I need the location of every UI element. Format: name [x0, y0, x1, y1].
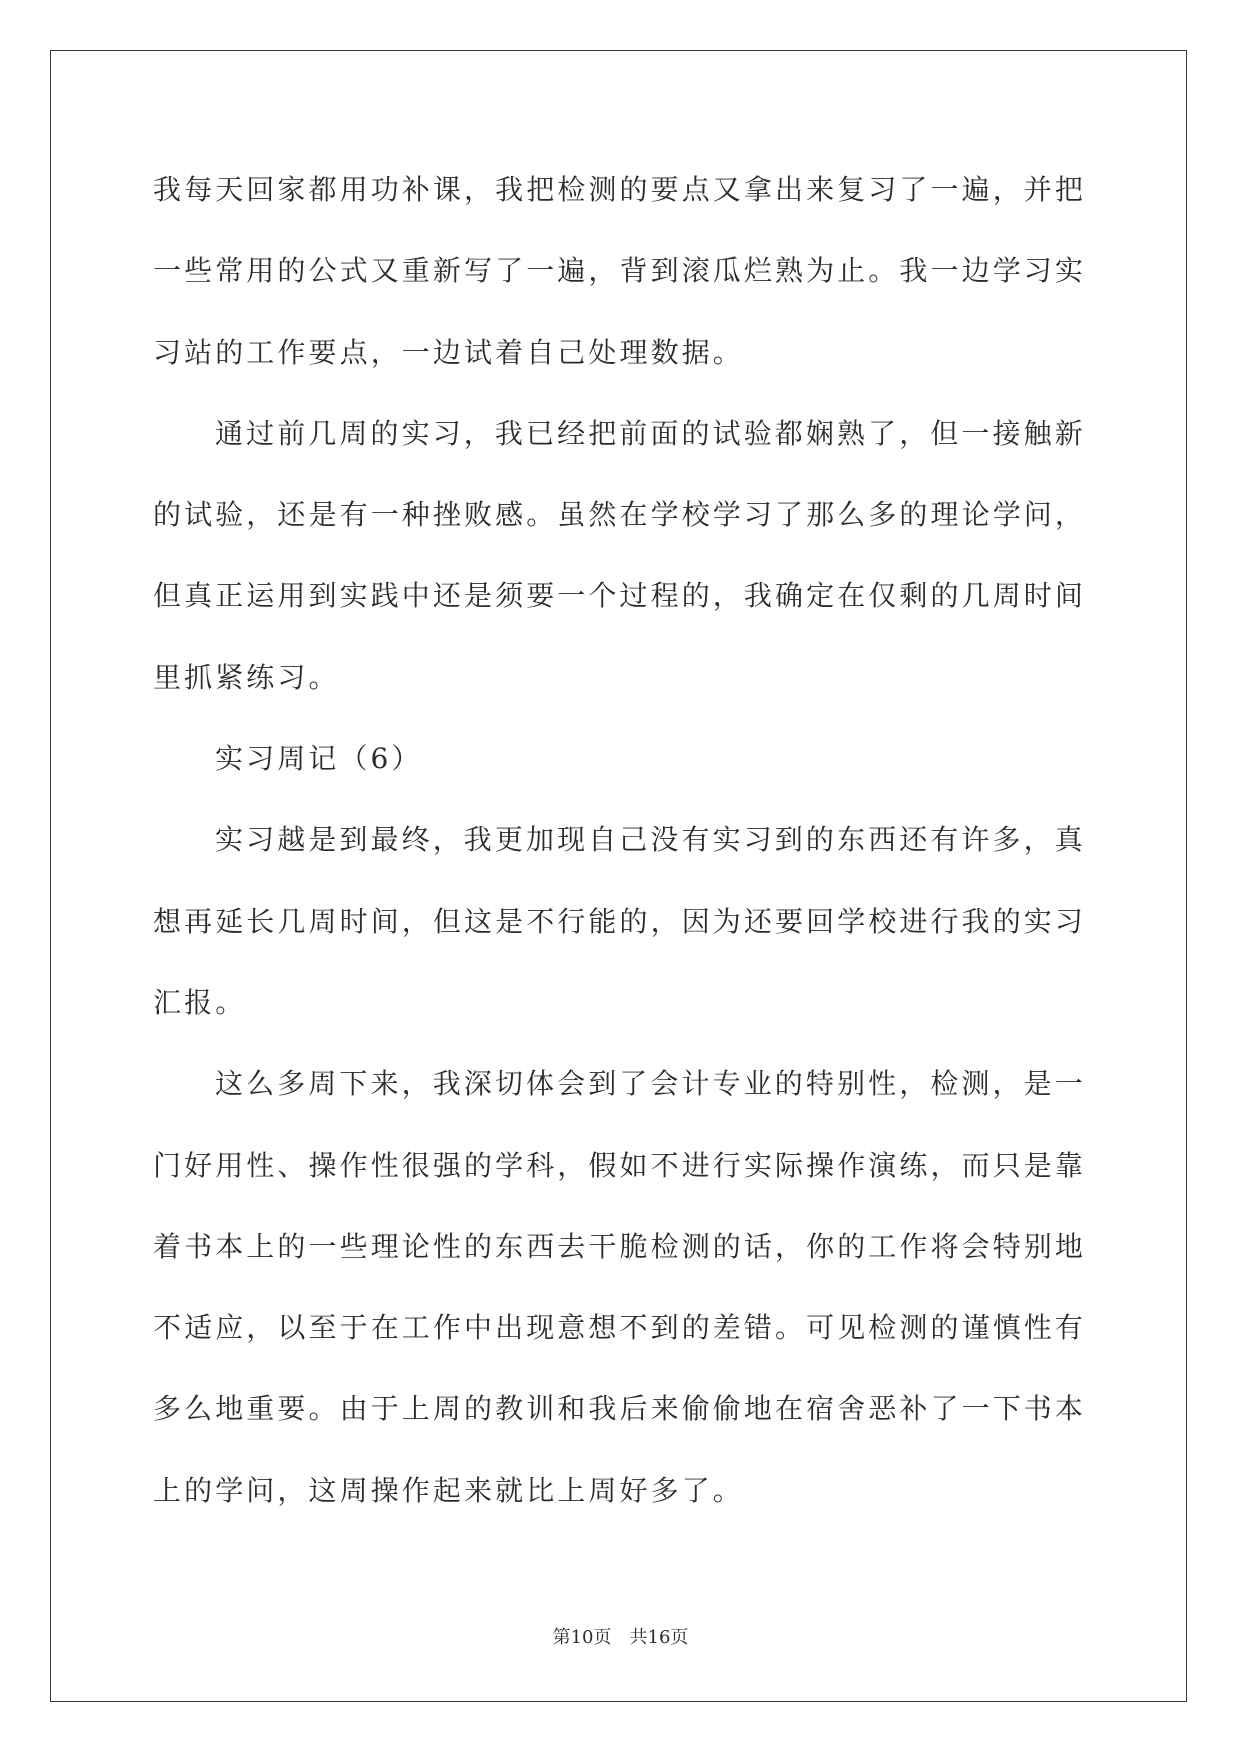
paragraph-line: 通过前几周的实习，我已经把前面的试验都娴熟了，但一接触新 [215, 416, 1086, 450]
paragraph-line: 这么多周下来，我深切体会到了会计专业的特别性，检测，是一 [215, 1067, 1086, 1101]
paragraph-line: 门好用性、操作性很强的学科，假如不进行实际操作演练，而只是靠 [153, 1148, 1087, 1182]
paragraph-line: 里抓紧练习。 [153, 660, 340, 694]
paragraph-line: 一些常用的公式又重新写了一遍，背到滚瓜烂熟为止。我一边学习实 [153, 254, 1087, 288]
paragraph-line: 习站的工作要点，一边试着自己处理数据。 [153, 335, 744, 369]
paragraph-line: 实习越是到最终，我更加现自己没有实习到的东西还有许多，真 [215, 823, 1086, 857]
paragraph-line: 着书本上的一些理论性的东西去干脆检测的话，你的工作将会特别地 [153, 1229, 1087, 1263]
paragraph-line: 多么地重要。由于上周的教训和我后来偷偷地在宿舍恶补了一下书本 [153, 1392, 1087, 1426]
paragraph-line: 汇报。 [153, 985, 247, 1019]
paragraph-line: 的试验，还是有一种挫败感。虽然在学校学习了那么多的理论学问， [153, 498, 1087, 532]
section-heading: 实习周记（6） [215, 742, 423, 776]
paragraph-line: 想再延长几周时间，但这是不行能的，因为还要回学校进行我的实习 [153, 904, 1087, 938]
paragraph-line: 我每天回家都用功补课，我把检测的要点又拿出来复习了一遍，并把 [153, 173, 1087, 206]
paragraph-line: 但真正运用到实践中还是须要一个过程的，我确定在仅剩的几周时间 [153, 579, 1087, 613]
paragraph-line: 上的学问，这周操作起来就比上周好多了。 [153, 1473, 744, 1507]
page-number-footer: 第10页 共16页 [552, 1627, 689, 1648]
document-body [153, 149, 1098, 1531]
paragraph-line: 不适应，以至于在工作中出现意想不到的差错。可见检测的谨慎性有 [153, 1311, 1087, 1345]
